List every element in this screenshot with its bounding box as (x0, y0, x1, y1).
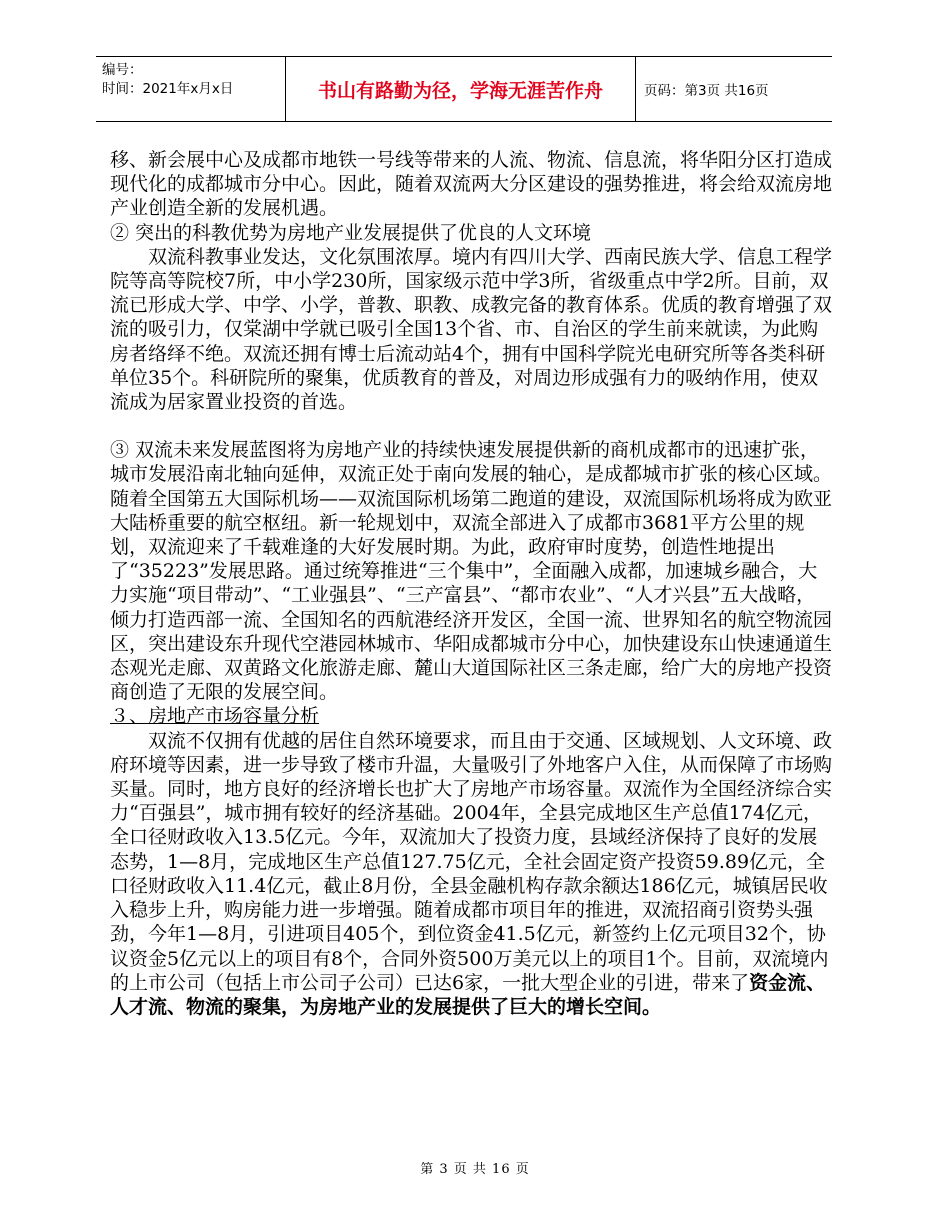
subsection-title-education: ② 突出的科教优势为房地产业发展提供了优良的人文环境 (110, 221, 592, 244)
paragraph-future-blueprint: ③ 双流未来发展蓝图将为房地产业的持续快速发展提供新的商机成都市的迅速扩张，城市发展沿南北轴向延伸，双流正处于南向发展的轴心，是成都城市扩张的核心区域。随着全国第五大国际机场——双流国际机场第二跑道的建设，双流国际机场将成为欧亚大陆桥重要的航空枢纽。新一轮规划中，双流全部进入了成都市3681平方公里的规划，双流迎来了千载难逢的大好发展时期。为此，政府审时度势，创造性地提出了“35223”发展思路。通过统筹推进“三个集中”，全面融入成都，加速城乡融合，大力实施“项目带动”、“工业强县”、“三产富县”、“都市农业”、“人才兴县”五大战略，倾力打造西部一流、全国知名的西航港经济开发区，全国一流、世界知名的航空物流园区，突出建设东升现代空港园林城市、华阳成都城市分中心，加快建设东山快速通道生态观光走廊、双黄路文化旅游走廊、麓山大道国际社区三条走廊，给广大的房地产投资商创造了无限的发展空间。 (110, 439, 833, 704)
header-page-indicator: 页码：第3页 共16页 (644, 83, 769, 99)
market-capacity-emphasis: 资金流、人才流、物流的聚集，为房地产业的发展提供了巨大的增长空间。 (110, 971, 826, 1018)
header-meta (96, 57, 285, 121)
paragraph-market-capacity (110, 729, 832, 1019)
paragraph-spacer (110, 414, 832, 438)
paragraph-continuation: 移、新会展中心及成都市地铁一号线等带来的人流、物流、信息流，将华阳分区打造成现代化的成都城市分中心。因此，随着双流两大分区建设的强势推进，将会给双流房地产业创造全新的发展机遇。 (110, 149, 833, 220)
document-time-label: 时间：2021年x月x日 (102, 81, 234, 97)
page-footer: 第 3 页 共 16 页 (420, 1162, 530, 1177)
document-number-label: 编号： (102, 62, 143, 78)
document-body (110, 148, 832, 1019)
market-capacity-text: 双流不仅拥有优越的居住自然环境要求，而且由于交通、区域规划、人文环境、政府环境等因素，进一步导致了楼市升温，大量吸引了外地客户入住，从而保障了市场购买量。同时，地方良好的经济增长也扩大了房地产市场容量。双流作为全国经济综合实力“百强县”，城市拥有较好的经济基础。2004年，全县完成地区生产总值174亿元，全口径财政收入13.5亿元。今年，双流加大了投资力度，县域经济保持了良好的发展态势，1—8月，完成地区生产总值127.75亿元，全社会固定资产投资59.89亿元，全口径财政收入11.4亿元，截止8月份，全县金融机构存款余额达186亿元，城镇居民收入稳步上升，购房能力进一步增强。随着成都市项目年的推进，双流招商引资势头强劲，今年1—8月，引进项目405个，到位资金41.5亿元，新签约上亿元项目32个，协议资金5亿元以上的项目有8个，合同外资500万美元以上的项目1个。目前，双流境内的上市公司（包括上市公司子公司）已达6家，一批大型企业的引进，带来了 (110, 729, 833, 994)
header-motto: 书山有路勤为径，学海无涯苦作舟 (285, 57, 636, 121)
section-heading-market-capacity: ３、房地产市场容量分析 (110, 705, 320, 728)
paragraph-education: 双流科教事业发达，文化氛围浓厚。境内有四川大学、西南民族大学、信息工程学院等高等院校7所，中小学230所，国家级示范中学3所，省级重点中学2所。目前，双流已形成大学、中学、小学，普教、职教、成教完备的教育体系。优质的教育增强了双流的吸引力，仅棠湖中学就已吸引全国13个省、市、自治区的学生前来就读，为此购房者络绎不绝。双流还拥有博士后流动站4个，拥有中国科学院光电研究所等各类科研单位35个。科研院所的聚集，优质教育的普及，对周边形成强有力的吸纳作用，使双流成为居家置业投资的首选。 (110, 245, 833, 414)
page-header (96, 56, 832, 122)
